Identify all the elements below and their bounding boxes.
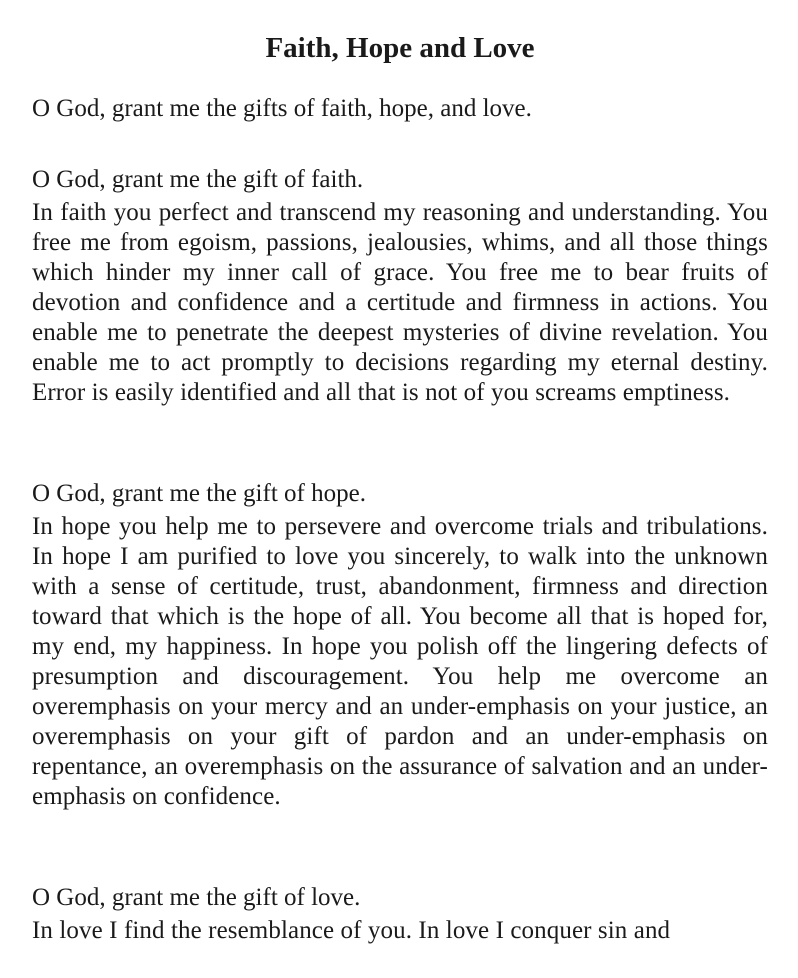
intro-line: O God, grant me the gifts of faith, hope, and love. — [32, 95, 532, 122]
section-heading: O God, grant me the gift of faith. — [32, 166, 364, 193]
document-title: Faith, Hope and Love — [265, 32, 535, 64]
section-love — [32, 880, 768, 946]
section-heading: O God, grant me the gift of hope. — [32, 480, 366, 507]
section-body: In hope you help me to persevere and overcome trials and tribulations. In hope I am purified to love you sincerely, to walk into the unknown with a sense of certitude, trust, abandonment, firmness and direction toward that which is the hope of all. You become all that is hoped for, my end, my happiness. In hope you polish off the lingering defects of presumption and discouragement. You help me overcome an overemphasis on your mercy and an under-emphasis on your justice, an overemphasis on your gift of pardon and an under-emphasis on repentance, an overemphasis on the assurance of salvation and an under-emphasis on confidence. — [32, 513, 768, 810]
section-heading: O God, grant me the gift of love. — [32, 884, 361, 911]
section-hope — [32, 476, 768, 812]
section-faith — [32, 162, 768, 408]
section-body: In faith you perfect and transcend my reasoning and understanding. You free me from egoism, passions, jealousies, whims, and all those things which hinder my inner call of grace. You free me to bear fruits of devotion and confidence and a certitude and firmness in actions. You enable me to penetrate the deepest mysteries of divine revelation. You enable me to act promptly to decisions regarding my eternal destiny. Error is easily identified and all that is not of you screams emptiness. — [32, 199, 768, 406]
section-body: In love I find the resemblance of you. In love I conquer sin and — [32, 917, 671, 944]
